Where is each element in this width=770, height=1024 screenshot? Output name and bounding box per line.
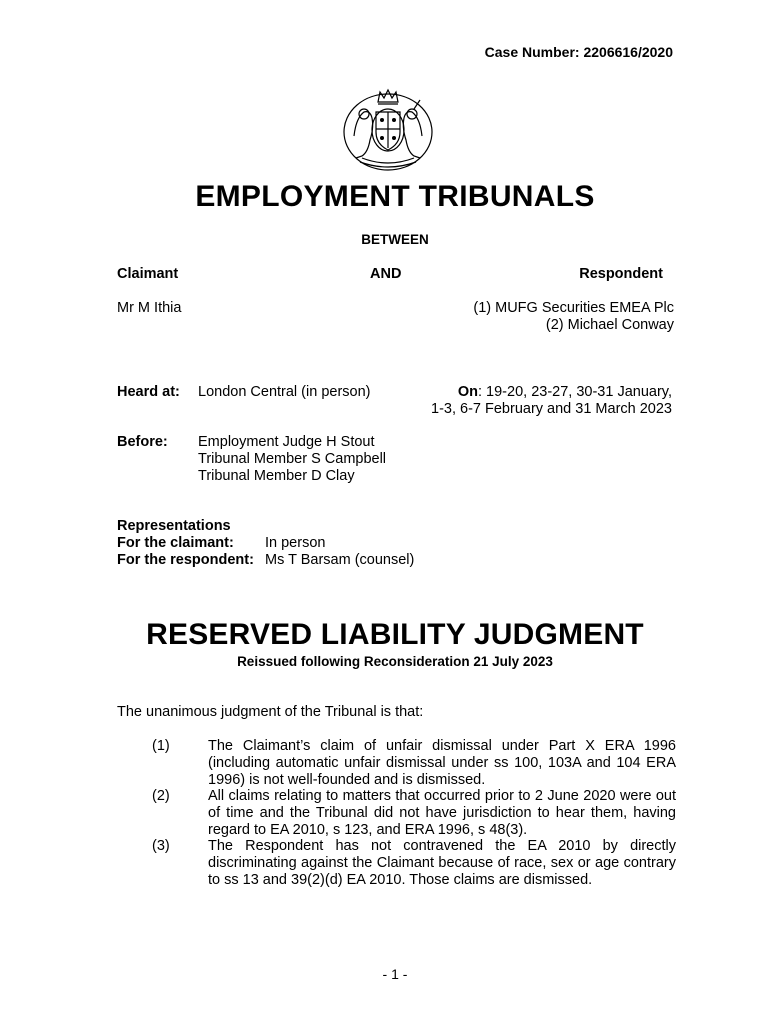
hearing-dates-line2: 1-3, 6-7 February and 31 March 2023	[431, 401, 672, 417]
item-text: All claims relating to matters that occurred prior to 2 June 2020 were out of time and the Tribunal did not have jurisdiction to hear them, having regard to EA 2010, s 123, and ERA 1996, s 48(3).	[208, 788, 676, 838]
item-number: (3)	[152, 838, 170, 854]
on-label: On	[457, 384, 478, 400]
respondent-list	[473, 300, 674, 334]
claimant-label: Claimant	[117, 266, 179, 282]
and-label: AND	[370, 266, 402, 282]
claimant-rep-label: For the claimant:	[117, 535, 234, 551]
judgment-title: RESERVED LIABILITY JUDGMENT	[146, 618, 644, 651]
hearing-dates-line1: : 19-20, 23-27, 30-31 January,	[478, 384, 672, 400]
respondent-rep-value: Ms T Barsam (counsel)	[265, 552, 415, 568]
hearing-dates	[431, 384, 672, 418]
respondent-label: Respondent	[579, 266, 663, 282]
item-number: (2)	[152, 788, 170, 804]
representations-heading: Representations	[117, 518, 231, 534]
item-text: The Claimant’s claim of unfair dismissal under Part X ERA 1996 (including automatic unfair dismissal under ss 100, 103A and 104 ERA 1996) is not well-founded and is dismissed.	[208, 738, 676, 788]
document-title: EMPLOYMENT TRIBUNALS	[195, 180, 595, 213]
tribunal-members	[198, 434, 386, 485]
judgment-intro: The unanimous judgment of the Tribunal is that:	[117, 704, 424, 720]
item-text: The Respondent has not contravened the EA 2010 by directly discriminating against the Claimant because of race, sex or age contrary to ss 13 and 39(2)(d) EA 2010. Those claims are dismissed.	[208, 838, 676, 888]
case-number: Case Number: 2206616/2020	[484, 44, 673, 60]
representations-labels	[117, 518, 254, 569]
respondent-rep-label: For the respondent:	[117, 552, 254, 568]
item-number: (1)	[152, 738, 170, 754]
representations-values	[265, 535, 414, 569]
judgment-subtitle: Reissued following Reconsideration 21 July 2023	[237, 654, 553, 669]
between-label: BETWEEN	[361, 232, 429, 247]
claimant-name: Mr M Ithia	[117, 300, 182, 316]
tribunal-member: Tribunal Member D Clay	[198, 468, 355, 484]
royal-coat-of-arms-icon	[340, 82, 436, 174]
tribunal-member: Employment Judge H Stout	[198, 434, 375, 450]
heard-at-label: Heard at:	[117, 384, 180, 400]
heard-at-value: London Central (in person)	[198, 384, 371, 400]
page-number: - 1 -	[382, 966, 408, 982]
before-label: Before:	[117, 434, 168, 450]
respondent-2: (2) Michael Conway	[545, 317, 674, 333]
tribunal-member: Tribunal Member S Campbell	[198, 451, 387, 467]
claimant-rep-value: In person	[265, 535, 326, 551]
respondent-1: (1) MUFG Securities EMEA Plc	[473, 300, 674, 316]
